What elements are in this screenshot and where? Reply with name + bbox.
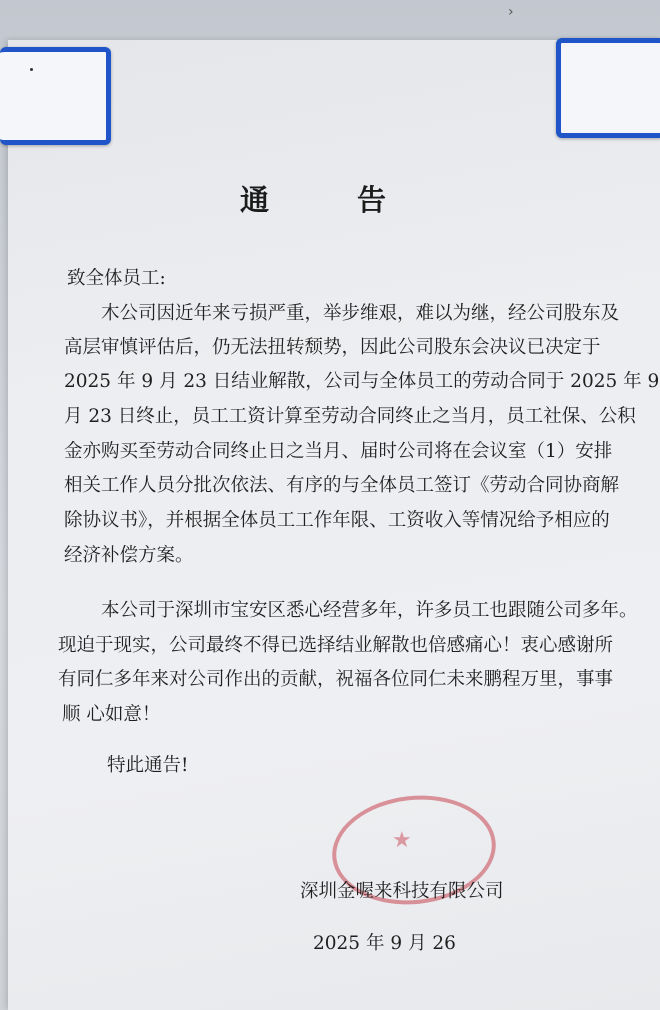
body-line-12: 顺 心如意！ [62,704,161,725]
body-line-2: 高层审慎评估后，仍无法扭转颓势，因此公司股东会决议已决定于 [64,337,601,358]
seal-star-icon: ★ [392,828,412,853]
body-line-3: 2025 年 9 月 23 日结业解散，公司与全体员工的劳动合同于 2025 年 9 [64,371,660,392]
body-line-8: 经济补偿方案。 [64,545,194,566]
closing-phrase: 特此通告! [107,755,189,776]
body-line-7: 除协议书》，并根据全体员工工作年限、工资收入等情况给予相应的 [64,510,610,531]
body-line-4: 月 23 日终止，员工工资计算至劳动合同终止之当月，员工社保、公积 [64,406,636,427]
salutation: 致全体员工: [67,268,166,289]
paper-speck [30,68,33,71]
body-line-10: 现迫于现实，公司最终不得已选择结业解散也倍感痛心！衷心感谢所 [58,635,614,656]
tape-left [0,47,111,145]
tape-right [556,38,660,138]
body-line-1: 木公司因近年来亏损严重，举步维艰，难以为继，经公司股东及 [101,303,620,324]
notice-date: 2025 年 9 月 26 [313,933,456,954]
company-name: 深圳金喔来科技有限公司 [300,881,504,902]
notice-title: 通告 [240,183,475,217]
body-line-6: 相关工作人员分批次依法、有序的与全体员工签订《劳动合同协商解 [64,475,620,496]
body-line-9: 本公司于深圳市宝安区悉心经营多年，许多员工也跟随公司多年。 [101,600,638,621]
body-line-11: 有同仁多年来对公司作出的贡献，祝福各位同仁未来鹏程万里，事事 [58,669,614,690]
body-line-5: 金亦购买至劳动合同终止日之当月、届时公司将在会议室（1）安排 [64,441,613,462]
chevron-right-icon: › [508,4,514,20]
